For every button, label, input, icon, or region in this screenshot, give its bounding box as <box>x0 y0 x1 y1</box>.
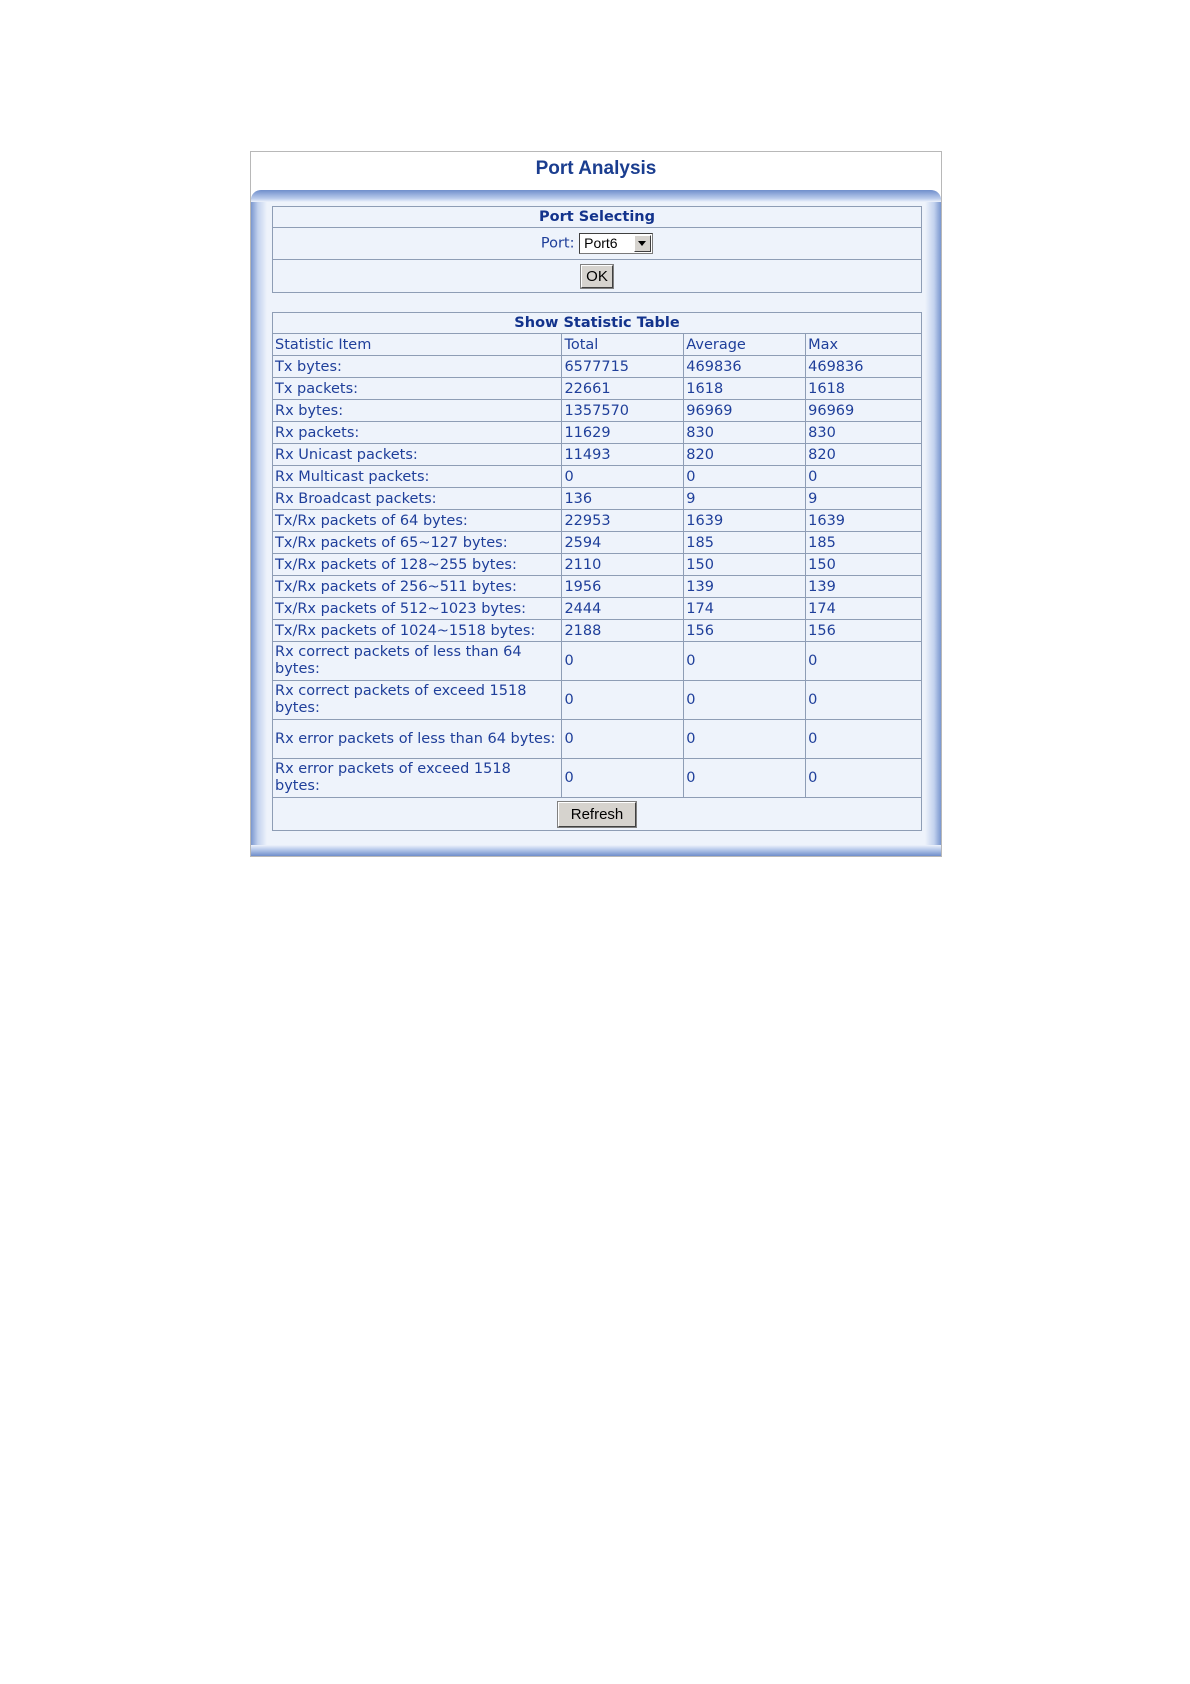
table-row <box>273 444 922 466</box>
cell-average: 156 <box>684 620 806 642</box>
cell-total: 0 <box>562 681 684 720</box>
cell-total: 0 <box>562 642 684 681</box>
table-row <box>273 356 922 378</box>
column-header-row <box>273 334 922 356</box>
refresh-row <box>273 798 922 831</box>
column-header-max: Max <box>806 334 922 356</box>
cell-average: 820 <box>684 444 806 466</box>
cell-average: 9 <box>684 488 806 510</box>
cell-max: 156 <box>806 620 922 642</box>
port-select-value: Port6 <box>584 235 618 251</box>
cell-item: Tx/Rx packets of 1024~1518 bytes: <box>273 620 562 642</box>
cell-max: 469836 <box>806 356 922 378</box>
column-header-item: Statistic Item <box>273 334 562 356</box>
cell-max: 139 <box>806 576 922 598</box>
cell-average: 469836 <box>684 356 806 378</box>
cell-total: 2110 <box>562 554 684 576</box>
cell-total: 22661 <box>562 378 684 400</box>
cell-total: 2444 <box>562 598 684 620</box>
cell-item: Rx packets: <box>273 422 562 444</box>
cell-item: Rx error packets of less than 64 bytes: <box>273 720 562 759</box>
cell-max: 0 <box>806 642 922 681</box>
table-row <box>273 642 922 681</box>
cell-average: 150 <box>684 554 806 576</box>
cell-item: Tx packets: <box>273 378 562 400</box>
cell-max: 820 <box>806 444 922 466</box>
cell-total: 136 <box>562 488 684 510</box>
cell-average: 174 <box>684 598 806 620</box>
cell-item: Rx correct packets of less than 64 bytes: <box>273 642 562 681</box>
cell-total: 0 <box>562 720 684 759</box>
frame-bottom-border <box>251 845 941 856</box>
cell-item: Tx/Rx packets of 65~127 bytes: <box>273 532 562 554</box>
cell-max: 185 <box>806 532 922 554</box>
table-row <box>273 510 922 532</box>
port-select-row <box>273 228 922 260</box>
port-analysis-panel <box>250 151 942 857</box>
table-row <box>273 598 922 620</box>
table-row <box>273 400 922 422</box>
cell-average: 0 <box>684 642 806 681</box>
table-row <box>273 576 922 598</box>
cell-average: 0 <box>684 681 806 720</box>
table-row <box>273 532 922 554</box>
cell-max: 0 <box>806 759 922 798</box>
cell-max: 9 <box>806 488 922 510</box>
cell-max: 96969 <box>806 400 922 422</box>
cell-max: 830 <box>806 422 922 444</box>
cell-total: 2188 <box>562 620 684 642</box>
cell-average: 0 <box>684 720 806 759</box>
ok-button[interactable]: OK <box>581 265 613 288</box>
cell-average: 1618 <box>684 378 806 400</box>
cell-item: Rx Unicast packets: <box>273 444 562 466</box>
cell-item: Tx/Rx packets of 128~255 bytes: <box>273 554 562 576</box>
table-row <box>273 378 922 400</box>
cell-total: 0 <box>562 759 684 798</box>
cell-total: 6577715 <box>562 356 684 378</box>
port-selecting-header: Port Selecting <box>273 207 922 228</box>
column-header-average: Average <box>684 334 806 356</box>
cell-total: 22953 <box>562 510 684 532</box>
statistic-rows <box>273 356 922 798</box>
frame-top-border <box>251 190 941 202</box>
cell-item: Tx/Rx packets of 512~1023 bytes: <box>273 598 562 620</box>
table-row <box>273 422 922 444</box>
cell-item: Rx correct packets of exceed 1518 bytes: <box>273 681 562 720</box>
table-row <box>273 554 922 576</box>
cell-total: 2594 <box>562 532 684 554</box>
cell-max: 0 <box>806 466 922 488</box>
refresh-button[interactable]: Refresh <box>558 802 637 827</box>
page-title: Port Analysis <box>535 158 657 179</box>
port-label: Port: <box>540 235 575 252</box>
cell-item: Tx bytes: <box>273 356 562 378</box>
cell-average: 0 <box>684 466 806 488</box>
table-row <box>273 681 922 720</box>
cell-total: 1956 <box>562 576 684 598</box>
cell-average: 0 <box>684 759 806 798</box>
cell-total: 11493 <box>562 444 684 466</box>
cell-total: 0 <box>562 466 684 488</box>
table-row <box>273 620 922 642</box>
table-row <box>273 488 922 510</box>
table-row <box>273 720 922 759</box>
chevron-down-icon[interactable] <box>634 235 651 252</box>
cell-max: 1618 <box>806 378 922 400</box>
cell-average: 1639 <box>684 510 806 532</box>
cell-average: 830 <box>684 422 806 444</box>
statistic-table <box>272 312 922 831</box>
table-row <box>273 466 922 488</box>
ok-row <box>273 260 922 293</box>
column-header-total: Total <box>562 334 684 356</box>
statistic-table-header: Show Statistic Table <box>273 313 922 334</box>
cell-total: 1357570 <box>562 400 684 422</box>
cell-max: 174 <box>806 598 922 620</box>
cell-max: 0 <box>806 720 922 759</box>
cell-total: 11629 <box>562 422 684 444</box>
cell-max: 150 <box>806 554 922 576</box>
cell-max: 1639 <box>806 510 922 532</box>
cell-item: Rx bytes: <box>273 400 562 422</box>
cell-item: Rx Multicast packets: <box>273 466 562 488</box>
table-row <box>273 759 922 798</box>
port-selecting-table <box>272 206 922 293</box>
cell-max: 0 <box>806 681 922 720</box>
cell-average: 185 <box>684 532 806 554</box>
cell-average: 139 <box>684 576 806 598</box>
cell-item: Rx Broadcast packets: <box>273 488 562 510</box>
cell-average: 96969 <box>684 400 806 422</box>
port-select[interactable] <box>579 233 653 254</box>
cell-item: Tx/Rx packets of 64 bytes: <box>273 510 562 532</box>
cell-item: Rx error packets of exceed 1518 bytes: <box>273 759 562 798</box>
cell-item: Tx/Rx packets of 256~511 bytes: <box>273 576 562 598</box>
